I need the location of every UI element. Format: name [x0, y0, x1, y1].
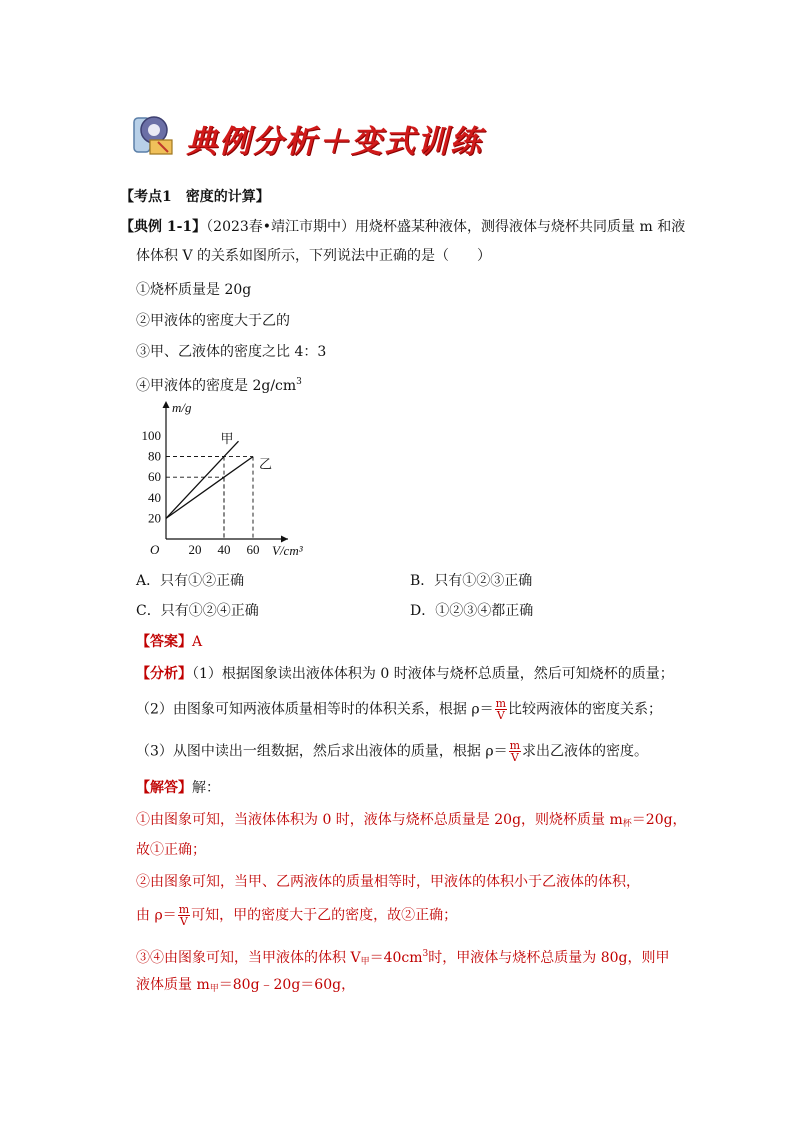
fraction-m-over-v: $\frac{m}{V}$ — [509, 739, 521, 764]
y-axis-label: m/g — [172, 400, 192, 415]
question-tag: 【典例 1-1】 — [120, 219, 207, 235]
solution-s3a: ③④由图象可知，当甲液体的体积 $V_甲=40cm^3$时，甲液体与烧杯总质量为 80g，则甲 — [136, 949, 670, 967]
statement-1: ①烧杯质量是 20g — [136, 282, 252, 298]
page-title: 典例分析＋变式训练 — [186, 124, 483, 160]
series-label: 甲 — [220, 431, 234, 447]
y-tick-label: 80 — [148, 448, 161, 464]
solution-tag: 【解答】 — [136, 780, 192, 796]
analysis-tag: 【分析】 — [136, 666, 192, 682]
y-tick-label: 60 — [148, 469, 161, 485]
statement-2: ②甲液体的密度大于乙的 — [136, 313, 290, 329]
answer-value: A — [192, 634, 203, 650]
solution-s1c: 故①正确； — [136, 842, 206, 858]
x-tick-label: 40 — [217, 542, 231, 557]
statement-4: ④甲液体的密度是 $2g/cm^3$ — [136, 377, 302, 394]
question-line2: 体体积 V 的关系如图所示，下列说法中正确的是（ ） — [136, 248, 492, 264]
analysis-p3: （3）从图中读出一组数据，然后求出液体的质量，根据 ρ＝ $\frac{m}{V}$ 求出乙液体的密度。 — [136, 739, 649, 764]
option-d: D．①②③④都正确 — [410, 603, 534, 619]
option-b: B．只有①②③正确 — [410, 573, 533, 589]
header-icon — [128, 112, 178, 158]
y-tick-label: 20 — [148, 510, 161, 526]
y-tick-label: 40 — [148, 489, 161, 505]
statement-3: ③甲、乙液体的密度之比 4：3 — [136, 344, 327, 360]
y-tick-label: 100 — [141, 428, 161, 443]
answer-tag: 【答案】 — [136, 634, 192, 650]
solution-s2a: ②由图象可知，当甲、乙两液体的质量相等时，甲液体的体积小于乙液体的体积， — [136, 874, 640, 890]
topic-label: 【考点1 密度的计算】 — [120, 189, 270, 205]
series-line-yi — [166, 457, 253, 519]
solution-s2b: 由 ρ＝ $\frac{m}{V}$ 可知，甲的密度大于乙的密度，故②正确； — [136, 903, 458, 928]
series-label: 乙 — [259, 456, 273, 472]
solution-header: 【解答】解： — [136, 780, 220, 796]
option-a: A．只有①②正确 — [136, 573, 245, 589]
answer-line — [136, 632, 202, 652]
solution-s3b: 液体质量 $m_甲=80g﹣20g=60g$， — [136, 977, 356, 994]
x-tick-label: 20 — [188, 542, 202, 557]
x-axis-arrow — [281, 536, 288, 543]
series-line-jia — [166, 441, 239, 518]
x-axis-label: V/cm³ — [272, 543, 303, 558]
y-axis-arrow — [163, 401, 170, 408]
x-tick-label: 60 — [246, 542, 260, 557]
fraction-m-over-v: $\frac{m}{V}$ — [178, 903, 190, 928]
analysis-p2: （2）由图象可知两液体质量相等时的体积关系，根据 ρ＝ $\frac{m}{V}$ 比较两液体的密度关系； — [136, 697, 663, 722]
mass-volume-chart — [130, 395, 370, 565]
chart-svg — [130, 395, 370, 565]
fraction-m-over-v: $\frac{m}{V}$ — [495, 697, 507, 722]
question-line1: 【典例 1-1】（2023春•靖江市期中）用烧杯盛某种液体，测得液体与烧杯共同质量 m 和液 — [120, 219, 686, 235]
origin-label: O — [150, 542, 160, 557]
option-c: C．只有①②④正确 — [136, 603, 259, 619]
analysis-p1: 【分析】（1）根据图象读出液体体积为 0 时液体与烧杯总质量，然后可知烧杯的质量； — [136, 666, 674, 682]
solution-s1a: ①由图象可知，当液体体积为 0 时，液体与烧杯总质量是 20g，则烧杯质量 $m_杯=20g$， — [136, 812, 687, 829]
